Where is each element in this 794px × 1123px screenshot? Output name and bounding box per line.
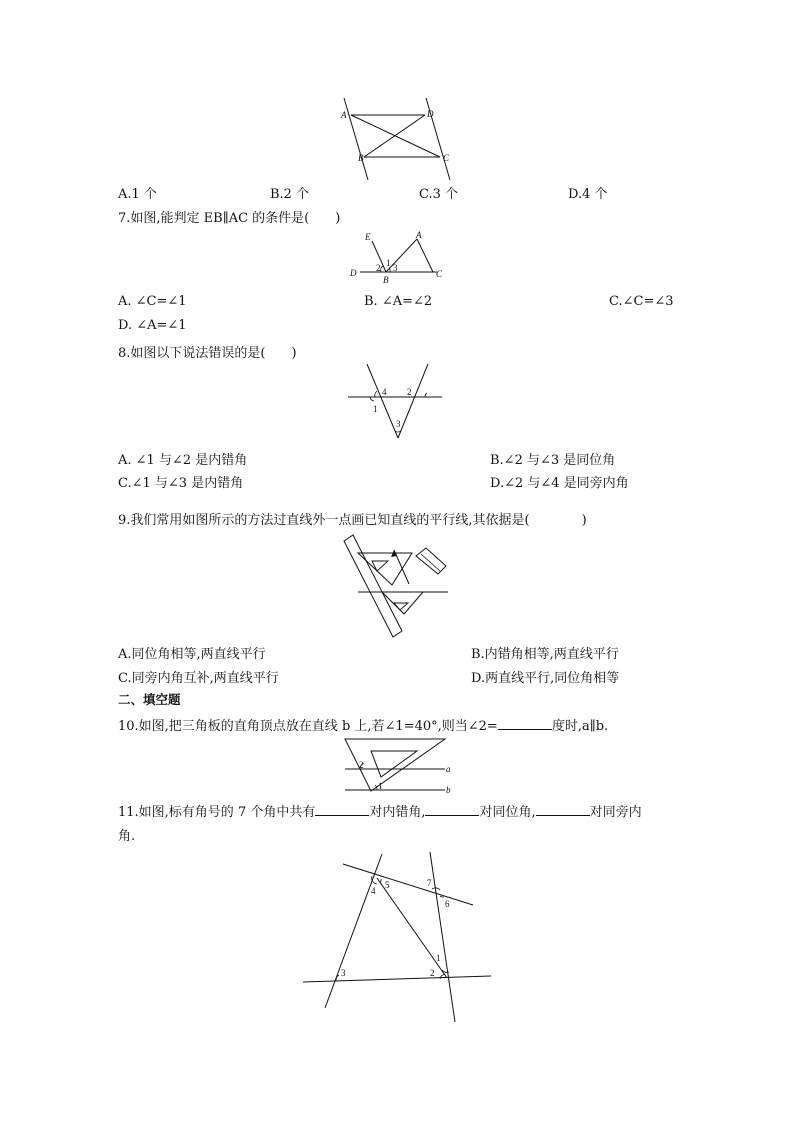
q11-angle-2: 2 (430, 968, 435, 978)
q8-option-d: D.∠2 与∠4 是同旁内角 (490, 476, 629, 491)
q10-label-b: b (446, 785, 451, 795)
q8-option-a: A. ∠1 与∠2 是内错角 (118, 453, 248, 468)
q11-stem-line-2: 角. (118, 829, 136, 844)
q6-parallelogram-figure (338, 96, 458, 186)
q11-blank-1[interactable] (315, 804, 369, 816)
q10-figure (333, 735, 463, 795)
q11-angle-1: 1 (436, 953, 441, 963)
q10-angle-2: 2 (359, 760, 364, 770)
q11-blank-3[interactable] (536, 804, 590, 816)
q7-label-d: D (350, 268, 357, 278)
q11-angle-6: 6 (445, 899, 450, 909)
q10-stem-after: 度时,a∥b. (551, 719, 609, 734)
q10-answer-blank[interactable] (498, 718, 552, 730)
q6-option-b: B.2 个 (270, 187, 310, 202)
q7-label-b: B (383, 275, 389, 285)
q11-stem-part-3: 对同位角, (479, 805, 536, 820)
q8-option-c: C.∠1 与∠3 是内错角 (118, 476, 244, 491)
q6-option-d: D.4 个 (568, 187, 608, 202)
q9-option-c: C.同旁内角互补,两直线平行 (118, 671, 279, 686)
q8-angle-4: 4 (382, 387, 387, 397)
q11-stem-part-1: 11.如图,标有角号的 7 个角中共有 (118, 805, 316, 820)
q7-option-b: B. ∠A=∠2 (364, 294, 433, 309)
q11-stem (118, 801, 642, 820)
q10-stem-before: 10.如图,把三角板的直角顶点放在直线 b 上,若∠1=40°,则当∠2= (118, 719, 498, 734)
q7-stem: 7.如图,能判定 EB∥AC 的条件是( ) (118, 211, 341, 226)
q6-label-b: B (358, 153, 364, 163)
q8-angle-2: 2 (407, 387, 412, 397)
q7-option-d: D. ∠A=∠1 (118, 318, 187, 333)
q7-angle-1: 1 (386, 258, 391, 268)
q11-stem-part-4: 对同旁内 (589, 805, 642, 820)
q9-option-d: D.两直线平行,同位角相等 (471, 671, 620, 686)
q10-label-a: a (446, 764, 451, 774)
q11-angle-7: 7 (427, 878, 432, 888)
q11-figure (295, 848, 500, 1026)
q6-label-a: A (341, 110, 347, 120)
q8-angle-3: 3 (396, 419, 401, 429)
q6-option-c: C.3 个 (419, 187, 459, 202)
q7-option-c: C.∠C=∠3 (609, 294, 674, 309)
q7-angle-3: 3 (393, 263, 398, 273)
q6-option-a: A.1 个 (118, 187, 157, 202)
q8-option-b: B.∠2 与∠3 是同位角 (490, 453, 616, 468)
q11-stem-part-2: 对内错角, (369, 805, 426, 820)
q9-option-a: A.同位角相等,两直线平行 (118, 647, 266, 662)
q8-angle-1: 1 (373, 404, 378, 414)
q7-figure (345, 228, 450, 288)
q7-label-e: E (365, 232, 371, 242)
section-title-fill-in: 二、填空题 (118, 692, 181, 707)
q7-label-c: C (436, 269, 443, 279)
q10-stem (118, 715, 608, 734)
q11-angle-5: 5 (385, 880, 390, 890)
q7-option-a: A. ∠C=∠1 (118, 294, 187, 309)
q7-angle-2: 2 (376, 263, 381, 273)
q9-set-square-figure (340, 532, 455, 640)
q6-label-c: C (443, 153, 450, 163)
q11-angle-4: 4 (371, 886, 376, 896)
q9-stem: 9.我们常用如图所示的方法过直线外一点画已知直线的平行线,其依据是( ) (118, 513, 587, 528)
q10-angle-1: 1 (378, 781, 383, 791)
q11-angle-3: 3 (341, 968, 346, 978)
q9-option-b: B.内错角相等,两直线平行 (471, 647, 619, 662)
q8-figure (345, 362, 445, 442)
q8-stem: 8.如图以下说法错误的是( ) (118, 346, 297, 361)
q11-blank-2[interactable] (425, 804, 479, 816)
q6-label-d: D (427, 109, 434, 119)
q7-label-a: A (416, 230, 422, 240)
